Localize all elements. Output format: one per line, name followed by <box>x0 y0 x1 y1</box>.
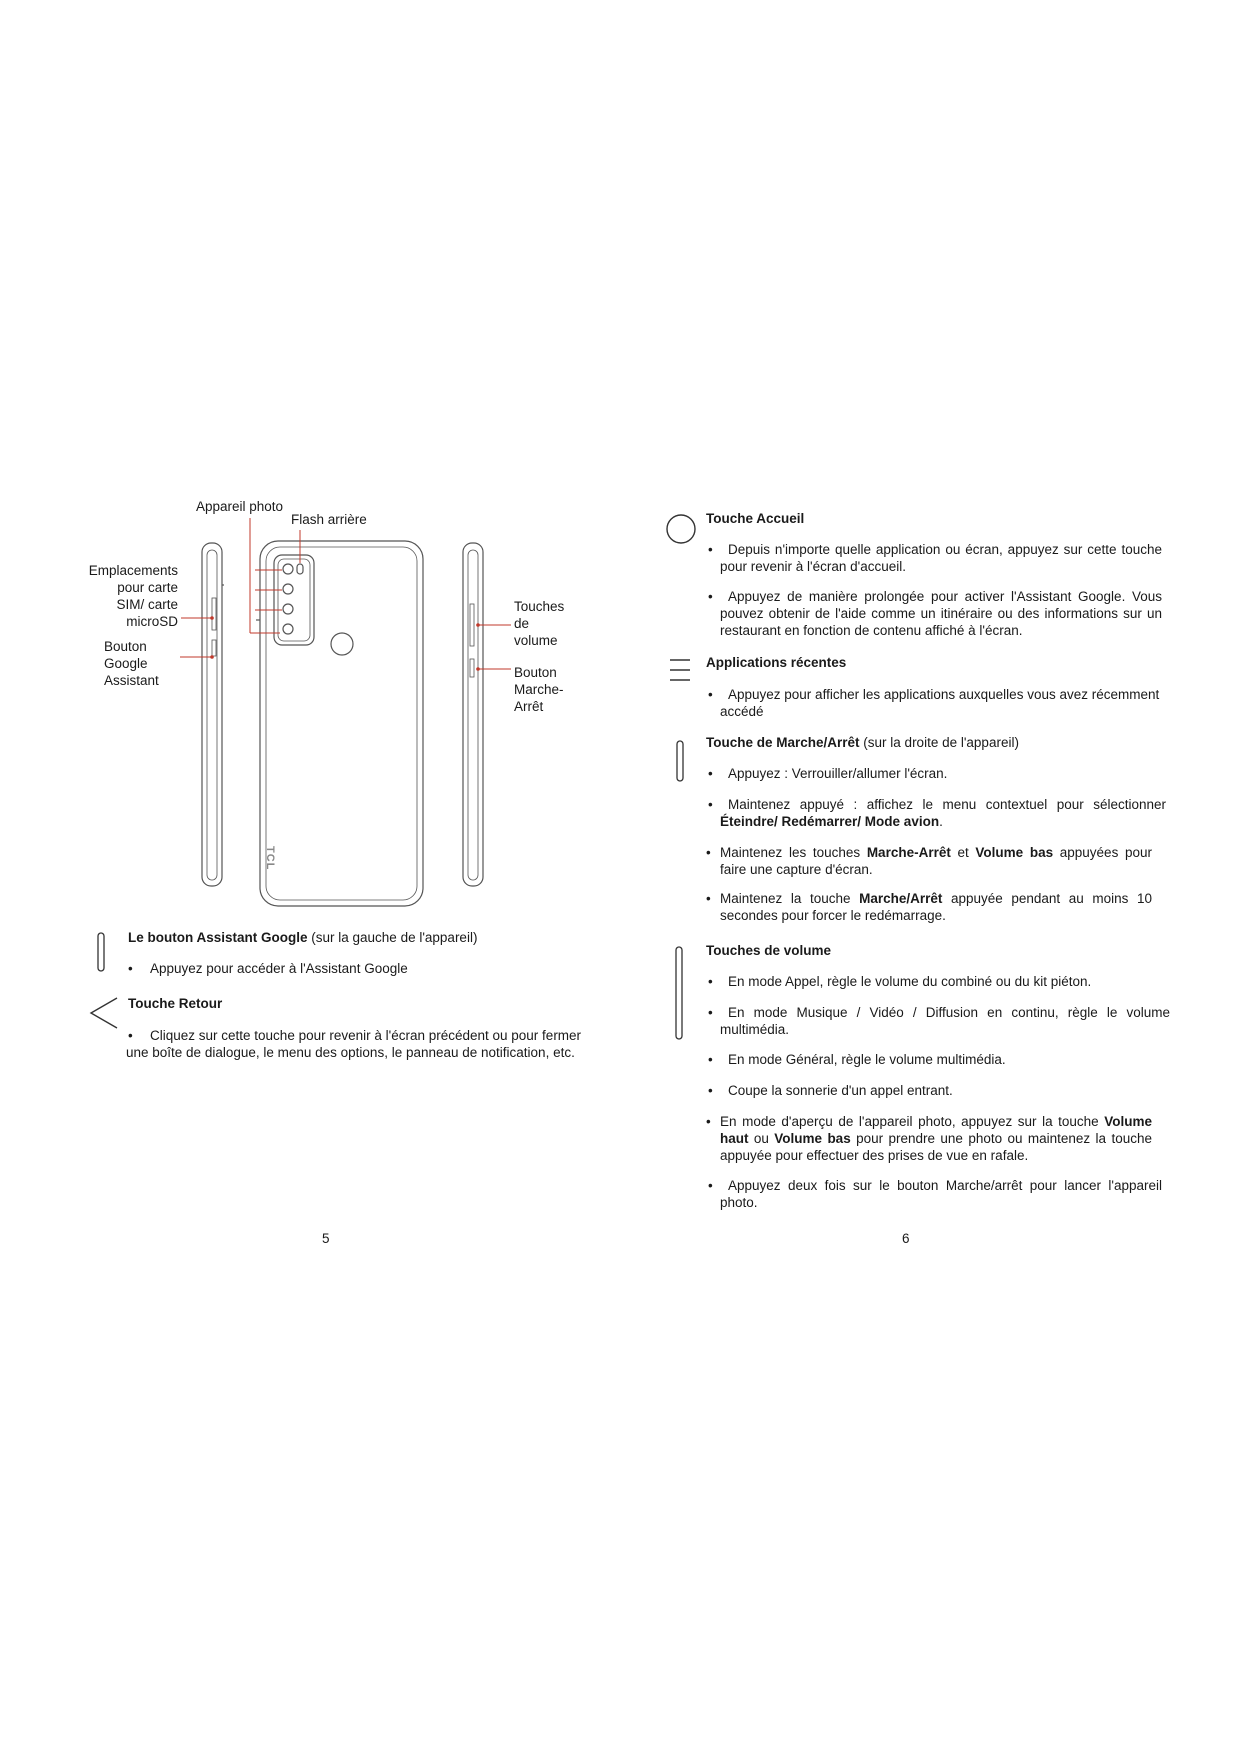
bullet-dot: • <box>708 1005 713 1020</box>
power-key-bullet-2: Maintenez appuyé : affichez le menu contextuel pour sélectionner Éteindre/ Redémarrer/ Mode avion. <box>720 797 1166 829</box>
page-number-right: 6 <box>902 1231 910 1246</box>
volume-keys-bullet-1: En mode Appel, règle le volume du combiné ou du kit piéton. <box>728 974 1092 989</box>
power-key-title: Touche de Marche/Arrêt (sur la droite de l'appareil) <box>706 735 1019 750</box>
back-arrow-icon <box>90 997 120 1031</box>
bullet-dot: • <box>706 1114 711 1129</box>
tcl-logo: TCL <box>264 846 276 871</box>
volume-keys-bullet-5: En mode d'aperçu de l'appareil photo, appuyez sur la touche Volume haut ou Volume bas pour prendre une photo ou maintenez la touche appuyée pour effectuer des prises de vue en rafale. <box>720 1114 1152 1163</box>
power-key-bullet-3: Maintenez les touches Marche-Arrêt et Volume bas appuyées pour faire une capture d'écran. <box>720 845 1152 877</box>
bullet-dot: • <box>708 1178 713 1193</box>
home-key-title: Touche Accueil <box>706 511 805 526</box>
label-power-button: Bouton Marche- Arrêt <box>514 665 564 714</box>
volume-keys-bullet-2: En mode Musique / Vidéo / Diffusion en continu, règle le volume multimédia. <box>720 1005 1170 1037</box>
volume-keys-bullet-3: En mode Général, règle le volume multimédia. <box>728 1052 1006 1067</box>
page-number-left: 5 <box>322 1231 330 1246</box>
recent-apps-bullet: Appuyez pour afficher les applications auxquelles vous avez récemment accédé <box>720 687 1160 719</box>
bullet-dot: • <box>708 797 713 812</box>
bullet-dot: • <box>708 542 713 557</box>
bullet-dot: • <box>708 974 713 989</box>
power-key-bullet-1: Appuyez : Verrouiller/allumer l'écran. <box>728 766 948 781</box>
label-sim-slot: Emplacements pour carte SIM/ carte microSD <box>88 563 178 629</box>
google-assistant-title: Le bouton Assistant Google (sur la gauche de l'appareil) <box>128 930 478 945</box>
bullet-dot: • <box>708 766 713 781</box>
home-circle-icon <box>666 514 698 546</box>
label-volume-keys: Touches de volume <box>514 599 565 648</box>
power-key-bullet-4: Maintenez la touche Marche/Arrêt appuyée pendant au moins 10 secondes pour forcer le redémarrage. <box>720 891 1152 923</box>
recent-apps-icon <box>668 658 692 684</box>
label-flash: Flash arrière <box>291 512 367 527</box>
back-key-title: Touche Retour <box>128 996 223 1011</box>
label-camera: Appareil photo <box>196 499 284 514</box>
bullet-dot: • <box>708 589 713 604</box>
label-google-button: Bouton Google Assistant <box>104 639 159 688</box>
side-button-icon <box>97 932 107 974</box>
home-key-bullet-1: Depuis n'importe quelle application ou écran, appuyez sur cette touche pour revenir à l'écran d'accueil. <box>720 542 1162 574</box>
bullet-dot: • <box>708 1083 713 1098</box>
recent-apps-title: Applications récentes <box>706 655 847 670</box>
power-side-button-icon <box>676 740 686 784</box>
volume-keys-bullet-4: Coupe la sonnerie d'un appel entrant. <box>728 1083 953 1098</box>
back-key-bullet: Cliquez sur cette touche pour revenir à l'écran précédent ou pour fermer une boîte de dialogue, le menu des options, le panneau de notification, etc. <box>126 1028 582 1060</box>
volume-side-button-icon <box>675 946 685 1042</box>
bullet-dot: • <box>708 687 713 702</box>
volume-keys-bullet-6: Appuyez deux fois sur le bouton Marche/arrêt pour lancer l'appareil photo. <box>720 1178 1162 1210</box>
bullet-dot: • <box>128 961 133 976</box>
volume-keys-title: Touches de volume <box>706 943 832 958</box>
bullet-dot: • <box>706 845 711 860</box>
bullet-dot: • <box>706 891 711 906</box>
google-assistant-bullet: Appuyez pour accéder à l'Assistant Google <box>150 961 408 976</box>
bullet-dot: • <box>128 1028 133 1043</box>
bullet-dot: • <box>708 1052 713 1067</box>
home-key-bullet-2: Appuyez de manière prolongée pour activer l'Assistant Google. Vous pouvez obtenir de l'aide comme un itinéraire ou des informations sur un restaurant en fonction de contenu affiché à l'écran. <box>720 589 1162 638</box>
